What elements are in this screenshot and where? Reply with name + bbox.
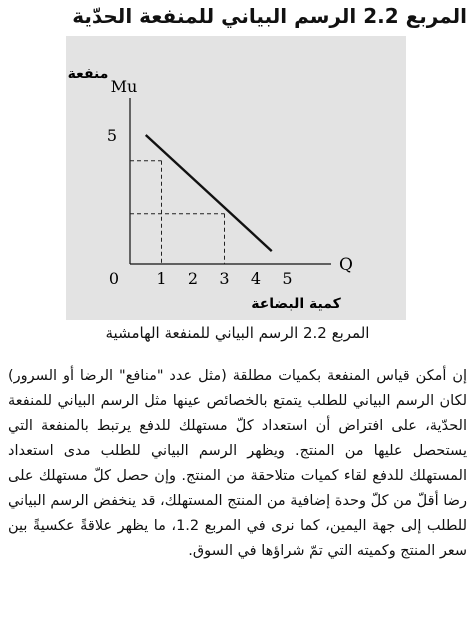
body-paragraph: إن أمكن قياس المنفعة بكميات مطلقة (مثل عدد "منافع" الرضا أو السرور) لكان الرسم البياني للطلب يتمتع بالخصائص عينها مثل الرسم البياني للمنفعة الحدّية، على افتراض أن استعداد كلّ مستهلك للدفع يرتبط بالمنفعة التي يستحصل عليها من المنتج. ويظهر الرسم البياني للطلب مدى استعداد المستهلك للدفع لقاء كميات متلاحقة من المنتج. وإن حصل كلّ مستهلك على رضا أقلّ من كلّ وحدة إضافية من المنتج المستهلك، قد ينخفض الرسم البياني للطلب إلى جهة اليمين، كما نرى في المربع 1.2، ما يظهر علاقةً عكسيةً بين سعر المنتج وكميته التي تمّ شراؤها في السوق.	[8, 368, 468, 559]
x-axis-label: كمية البضاعة	[251, 296, 341, 312]
x-tick-label: 5	[282, 269, 293, 288]
x-tick-label: 0	[108, 269, 120, 288]
x-tick-label: 2	[187, 269, 199, 288]
y-axis-label: منفعة	[67, 66, 109, 82]
chart-figure	[66, 36, 406, 320]
x-tick-label: 1	[156, 269, 167, 288]
chart-svg	[66, 36, 406, 320]
marginal-utility-line	[146, 135, 272, 251]
y-tick-label: 5	[106, 126, 118, 145]
figure-caption: المربع 2.2 الرسم البياني للمنفعة الهامشية	[105, 324, 370, 342]
x-axis-symbol: Q	[339, 255, 353, 275]
box-title: المربع 2.2 الرسم البياني للمنفعة الحدّية	[72, 4, 467, 28]
x-tick-label: 4	[250, 269, 262, 288]
y-axis-symbol: Mu	[110, 77, 138, 97]
x-tick-label: 3	[219, 269, 230, 288]
